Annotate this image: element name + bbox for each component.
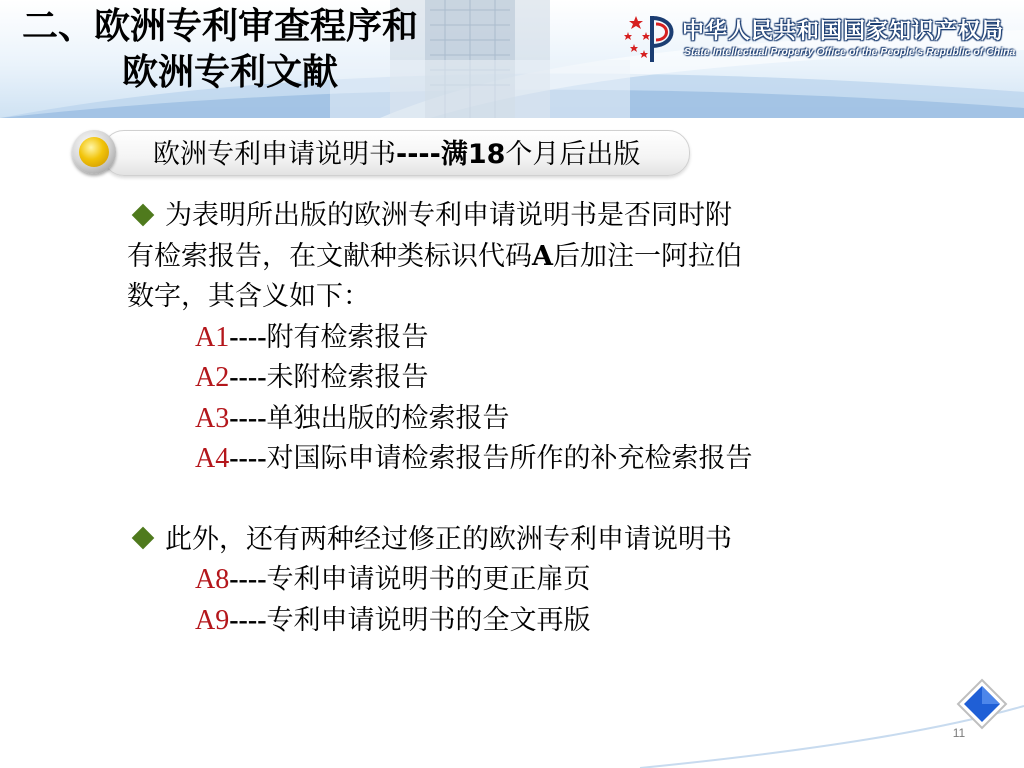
code-label: A9	[195, 604, 230, 636]
subtitle-bar	[72, 128, 692, 178]
subtitle-text-part2: 个月后出版	[505, 139, 641, 170]
code-dashes: ----	[229, 564, 267, 595]
paragraph-spacer	[127, 480, 917, 520]
bullet2-text: 此外，还有两种经过修正的欧洲专利申请说明书	[165, 523, 732, 555]
code-item-a4	[127, 439, 917, 480]
code-dashes: ----	[229, 321, 267, 353]
code-item-a3	[127, 399, 917, 440]
code-description: 附有检索报告	[266, 321, 429, 353]
code-item-a2	[127, 358, 917, 399]
blue-diamond-nav-icon[interactable]	[956, 678, 1008, 730]
code-item-a1	[127, 318, 917, 359]
code-dashes: ----	[229, 604, 267, 636]
bullet1-line3: 数字，其含义如下：	[127, 281, 370, 312]
subtitle-text-bold: ----满18	[396, 139, 506, 170]
slide-body	[127, 196, 917, 641]
page-number: 11	[952, 726, 966, 740]
bullet1-line1: 为表明所出版的欧洲专利申请说明书是否同时附	[165, 200, 732, 231]
sipo-logo-icon	[622, 10, 682, 66]
code-description: 对国际申请检索报告所作的补充检索报告	[266, 443, 753, 474]
subtitle-text	[153, 139, 640, 171]
code-description: 单独出版的检索报告	[266, 402, 510, 434]
subtitle-text-part1: 欧洲专利申请说明书	[153, 139, 396, 170]
bottom-swoosh-graphic	[0, 690, 1024, 768]
code-label: A1	[195, 321, 230, 353]
bullet1-line2-bold: A	[532, 240, 553, 272]
slide-header	[0, 0, 1024, 118]
subtitle-pill	[102, 130, 690, 176]
code-label: A2	[195, 362, 230, 393]
gold-orb-core	[79, 137, 109, 167]
code-dashes: ----	[229, 362, 267, 393]
slide-title-line1: 二、欧洲专利审查程序和	[22, 6, 419, 47]
code-label: A4	[195, 443, 230, 474]
sipo-logo	[622, 10, 1018, 70]
diamond-bullet-icon	[132, 527, 155, 550]
slide-title	[22, 4, 482, 96]
code-label: A3	[195, 402, 230, 434]
code-item-a8	[127, 560, 917, 601]
logo-name-en: State Intellectual Property Office of the People's Republic of China	[684, 46, 1016, 58]
code-label: A8	[195, 564, 230, 595]
code-description: 未附检索报告	[266, 362, 429, 393]
gold-orb-icon	[72, 130, 116, 174]
bullet-paragraph-2	[127, 520, 917, 561]
code-description: 专利申请说明书的全文再版	[266, 604, 591, 636]
slide-title-line2: 欧洲专利文献	[122, 52, 339, 93]
code-item-a9	[127, 601, 917, 642]
diamond-bullet-icon	[132, 203, 155, 226]
code-description: 专利申请说明书的更正扉页	[266, 564, 591, 595]
bullet1-line2-part2: 后加注一阿拉伯	[552, 240, 742, 272]
code-dashes: ----	[229, 402, 267, 434]
code-dashes: ----	[229, 443, 267, 474]
logo-name-cn: 中华人民共和国国家知识产权局	[682, 19, 1005, 44]
bullet1-line2-part1: 有检索报告，在文献种类标识代码	[127, 240, 532, 272]
bullet-paragraph-1	[127, 196, 917, 318]
